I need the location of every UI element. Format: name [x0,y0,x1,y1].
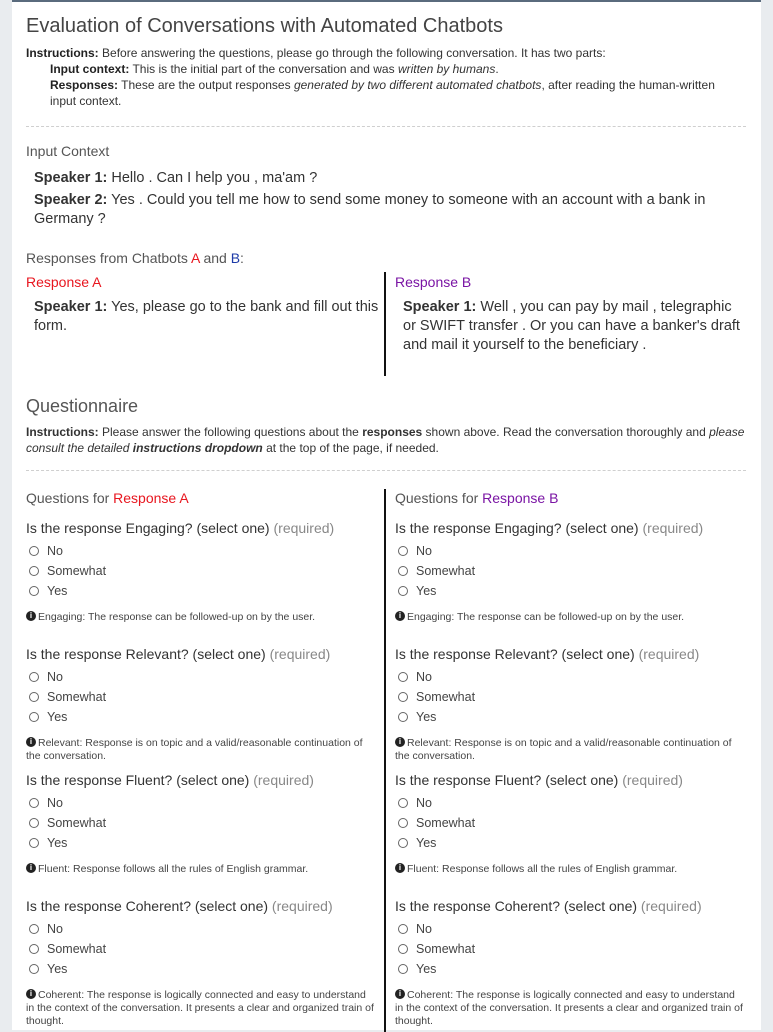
radio-circle-icon[interactable] [29,944,39,954]
heading-b: B [230,250,241,266]
option-yes-q1-a[interactable] [29,584,67,598]
info-text: Coherent: The response is logically connected and easy to understand in the context of the conversation. It presents a clear and organized train of thought. [395,989,743,1027]
option-yes-q1-b[interactable] [398,584,436,598]
option-no-q2-a[interactable] [29,670,63,684]
q-head-b: Response B [482,490,559,506]
info-note-q1-b [395,611,745,624]
info-circle-icon: i [26,737,36,747]
required-label: (required) [638,646,700,662]
radio-circle-icon[interactable] [29,964,39,974]
radio-circle-icon[interactable] [398,964,408,974]
option-no-q3-b[interactable] [398,796,432,810]
option-label: No [47,670,63,684]
required-label: (required) [640,898,702,914]
survey-page [12,0,761,1030]
info-text: Fluent: Response follows all the rules of English grammar. [407,863,678,875]
question-2-a [26,646,330,662]
info-note-q3-a [26,863,376,876]
info-circle-icon: i [395,863,405,873]
info-circle-icon: i [26,863,36,873]
question-1-b [395,520,703,536]
question-text: Is the response Coherent? (select one) [395,898,638,914]
q-head-prefix: Questions for [26,490,114,506]
info-text: Relevant: Response is on topic and a valid/reasonable continuation of the conversation. [395,737,732,762]
utterance-text: Yes, please go to the bank and fill out this form. [34,299,379,334]
input-context-end: . [495,62,499,76]
q-head-a: Response A [113,490,189,506]
question-3-a [26,772,314,788]
response-a-label: Response A [26,274,102,290]
info-note-q4-a [26,989,376,1028]
instructions-block [26,45,741,109]
question-text: Is the response Engaging? (select one) [395,520,639,536]
questions-column-divider [384,489,386,1032]
context-line-1 [34,169,744,188]
required-label: (required) [642,520,704,536]
responses-emphasis: generated by two different automated chatbots [293,78,542,92]
option-somewhat-q2-b[interactable] [398,690,475,704]
option-label: Yes [416,836,437,850]
info-note-q2-a [26,737,376,763]
option-label: Somewhat [47,816,107,830]
radio-circle-icon[interactable] [29,818,39,828]
radio-circle-icon[interactable] [29,798,39,808]
q-instr-end: at the top of the page, if needed. [262,441,439,455]
info-circle-icon: i [395,737,405,747]
instructions-label: Instructions: [26,46,99,60]
utterance-text: Hello . Can I help you , ma'am ? [111,170,318,186]
option-label: Yes [416,962,437,976]
option-label: No [416,796,432,810]
input-context-text: This is the initial part of the conversation and was [132,62,398,76]
radio-circle-icon[interactable] [398,692,408,702]
option-no-q3-a[interactable] [29,796,63,810]
required-label: (required) [271,898,333,914]
option-label: Somewhat [47,690,107,704]
q-instr-label: Instructions: [26,425,99,439]
option-label: Somewhat [416,690,476,704]
option-label: No [47,796,63,810]
option-label: Somewhat [47,942,107,956]
radio-circle-icon[interactable] [398,712,408,722]
info-text: Fluent: Response follows all the rules of English grammar. [38,863,309,875]
radio-circle-icon[interactable] [29,838,39,848]
response-b-label: Response B [395,274,472,290]
question-text: Is the response Relevant? (select one) [26,646,266,662]
option-yes-q4-b[interactable] [398,962,436,976]
questions-for-a-heading [26,490,189,506]
option-label: Yes [47,836,68,850]
option-yes-q2-b[interactable] [398,710,436,724]
questionnaire-instructions [26,424,746,456]
heading-a: A [190,250,200,266]
info-circle-icon: i [395,989,405,999]
question-text: Is the response Engaging? (select one) [26,520,270,536]
option-label: Yes [416,710,437,724]
option-label: Yes [47,584,68,598]
question-3-b [395,772,683,788]
option-label: Somewhat [47,564,107,578]
option-label: Yes [47,962,68,976]
input-context-heading: Input Context [26,143,110,159]
info-text: Coherent: The response is logically connected and easy to understand in the context of the conversation. It presents a clear and organized train of thought. [26,989,374,1027]
radio-circle-icon[interactable] [29,566,39,576]
option-yes-q2-a[interactable] [29,710,67,724]
radio-circle-icon[interactable] [398,818,408,828]
radio-circle-icon[interactable] [29,692,39,702]
info-circle-icon: i [26,611,36,621]
input-context-label: Input context: [50,62,130,76]
info-circle-icon: i [26,989,36,999]
option-label: Somewhat [416,942,476,956]
responses-text-end: , after reading the human-written input context. [50,78,715,108]
divider [26,126,746,127]
responses-text: These are the output responses [121,78,294,92]
speaker-label: Speaker 1: [403,299,477,315]
option-somewhat-q4-a[interactable] [29,942,106,956]
option-no-q1-a[interactable] [29,544,63,558]
responses-label: Responses: [50,78,119,92]
responses-heading [26,250,244,266]
option-label: No [47,922,63,936]
context-line-2 [34,191,749,229]
radio-circle-icon[interactable] [29,712,39,722]
q-instr-text2: shown above. Read the conversation thoroughly and [422,425,710,439]
radio-circle-icon[interactable] [398,546,408,556]
utterance-text: Well , you can pay by mail , telegraphic or SWIFT transfer . Or you can have a banker's draft and mail it yourself to the beneficiary . [403,299,740,353]
option-somewhat-q2-a[interactable] [29,690,106,704]
utterance-text: Yes . Could you tell me how to send some money to someone with an account with a bank in Germany ? [34,192,706,227]
option-somewhat-q3-b[interactable] [398,816,475,830]
question-4-b [395,898,702,914]
info-circle-icon: i [395,611,405,621]
speaker-label: Speaker 1: [34,170,108,186]
question-text: Is the response Coherent? (select one) [26,898,269,914]
question-text: Is the response Relevant? (select one) [395,646,635,662]
info-text: Relevant: Response is on topic and a valid/reasonable continuation of the conversation. [26,737,363,762]
questionnaire-title: Questionnaire [26,396,139,416]
radio-circle-icon[interactable] [398,566,408,576]
questions-for-b-heading [395,490,558,506]
response-a-text [34,298,379,336]
q-instr-em: please consult the detailed [26,425,745,455]
responses-heading-text: Responses from Chatbots [26,250,191,266]
option-somewhat-q1-b[interactable] [398,564,475,578]
required-label: (required) [269,646,331,662]
radio-circle-icon[interactable] [398,586,408,596]
radio-circle-icon[interactable] [398,672,408,682]
option-yes-q3-b[interactable] [398,836,436,850]
info-text: Engaging: The response can be followed-up on by the user. [407,611,685,623]
question-text: Is the response Fluent? (select one) [26,772,250,788]
question-text: Is the response Fluent? (select one) [395,772,619,788]
info-note-q1-a [26,611,376,624]
option-somewhat-q4-b[interactable] [398,942,475,956]
option-yes-q4-a[interactable] [29,962,67,976]
radio-circle-icon[interactable] [29,586,39,596]
info-text: Engaging: The response can be followed-up on by the user. [38,611,316,623]
option-somewhat-q1-a[interactable] [29,564,106,578]
option-yes-q3-a[interactable] [29,836,67,850]
required-label: (required) [253,772,314,788]
option-label: Yes [47,710,68,724]
info-note-q2-b [395,737,745,763]
required-label: (required) [273,520,335,536]
radio-circle-icon[interactable] [29,546,39,556]
option-label: Somewhat [416,564,476,578]
option-no-q1-b[interactable] [398,544,432,558]
option-label: No [416,922,432,936]
heading-and: and [199,250,231,266]
input-context-emphasis: written by humans [397,62,496,76]
option-no-q2-b[interactable] [398,670,432,684]
option-somewhat-q3-a[interactable] [29,816,106,830]
heading-colon: : [240,250,244,266]
radio-circle-icon[interactable] [398,798,408,808]
q-instr-em-bold: instructions dropdown [132,441,263,455]
radio-circle-icon[interactable] [398,944,408,954]
option-label: No [47,544,63,558]
required-label: (required) [622,772,683,788]
question-4-a [26,898,333,914]
q-instr-text: Please answer the following questions about the [102,425,363,439]
option-label: No [416,544,432,558]
question-1-a [26,520,334,536]
info-note-q3-b [395,863,745,876]
option-no-q4-b[interactable] [398,922,432,936]
info-note-q4-b [395,989,745,1028]
radio-circle-icon[interactable] [29,672,39,682]
speaker-label: Speaker 1: [34,299,108,315]
option-label: Somewhat [416,816,476,830]
radio-circle-icon[interactable] [398,924,408,934]
radio-circle-icon[interactable] [29,924,39,934]
page-title: Evaluation of Conversations with Automated Chatbots [26,15,503,37]
option-label: Yes [416,584,437,598]
response-column-divider [384,272,386,376]
q-instr-bold: responses [362,425,423,439]
q-head-prefix: Questions for [395,490,483,506]
speaker-label: Speaker 2: [34,192,108,208]
response-b-text [403,298,748,355]
question-2-b [395,646,699,662]
option-label: No [416,670,432,684]
radio-circle-icon[interactable] [398,838,408,848]
divider [26,470,746,471]
option-no-q4-a[interactable] [29,922,63,936]
instructions-text: Before answering the questions, please go through the following conversation. It has two parts: [102,46,606,60]
